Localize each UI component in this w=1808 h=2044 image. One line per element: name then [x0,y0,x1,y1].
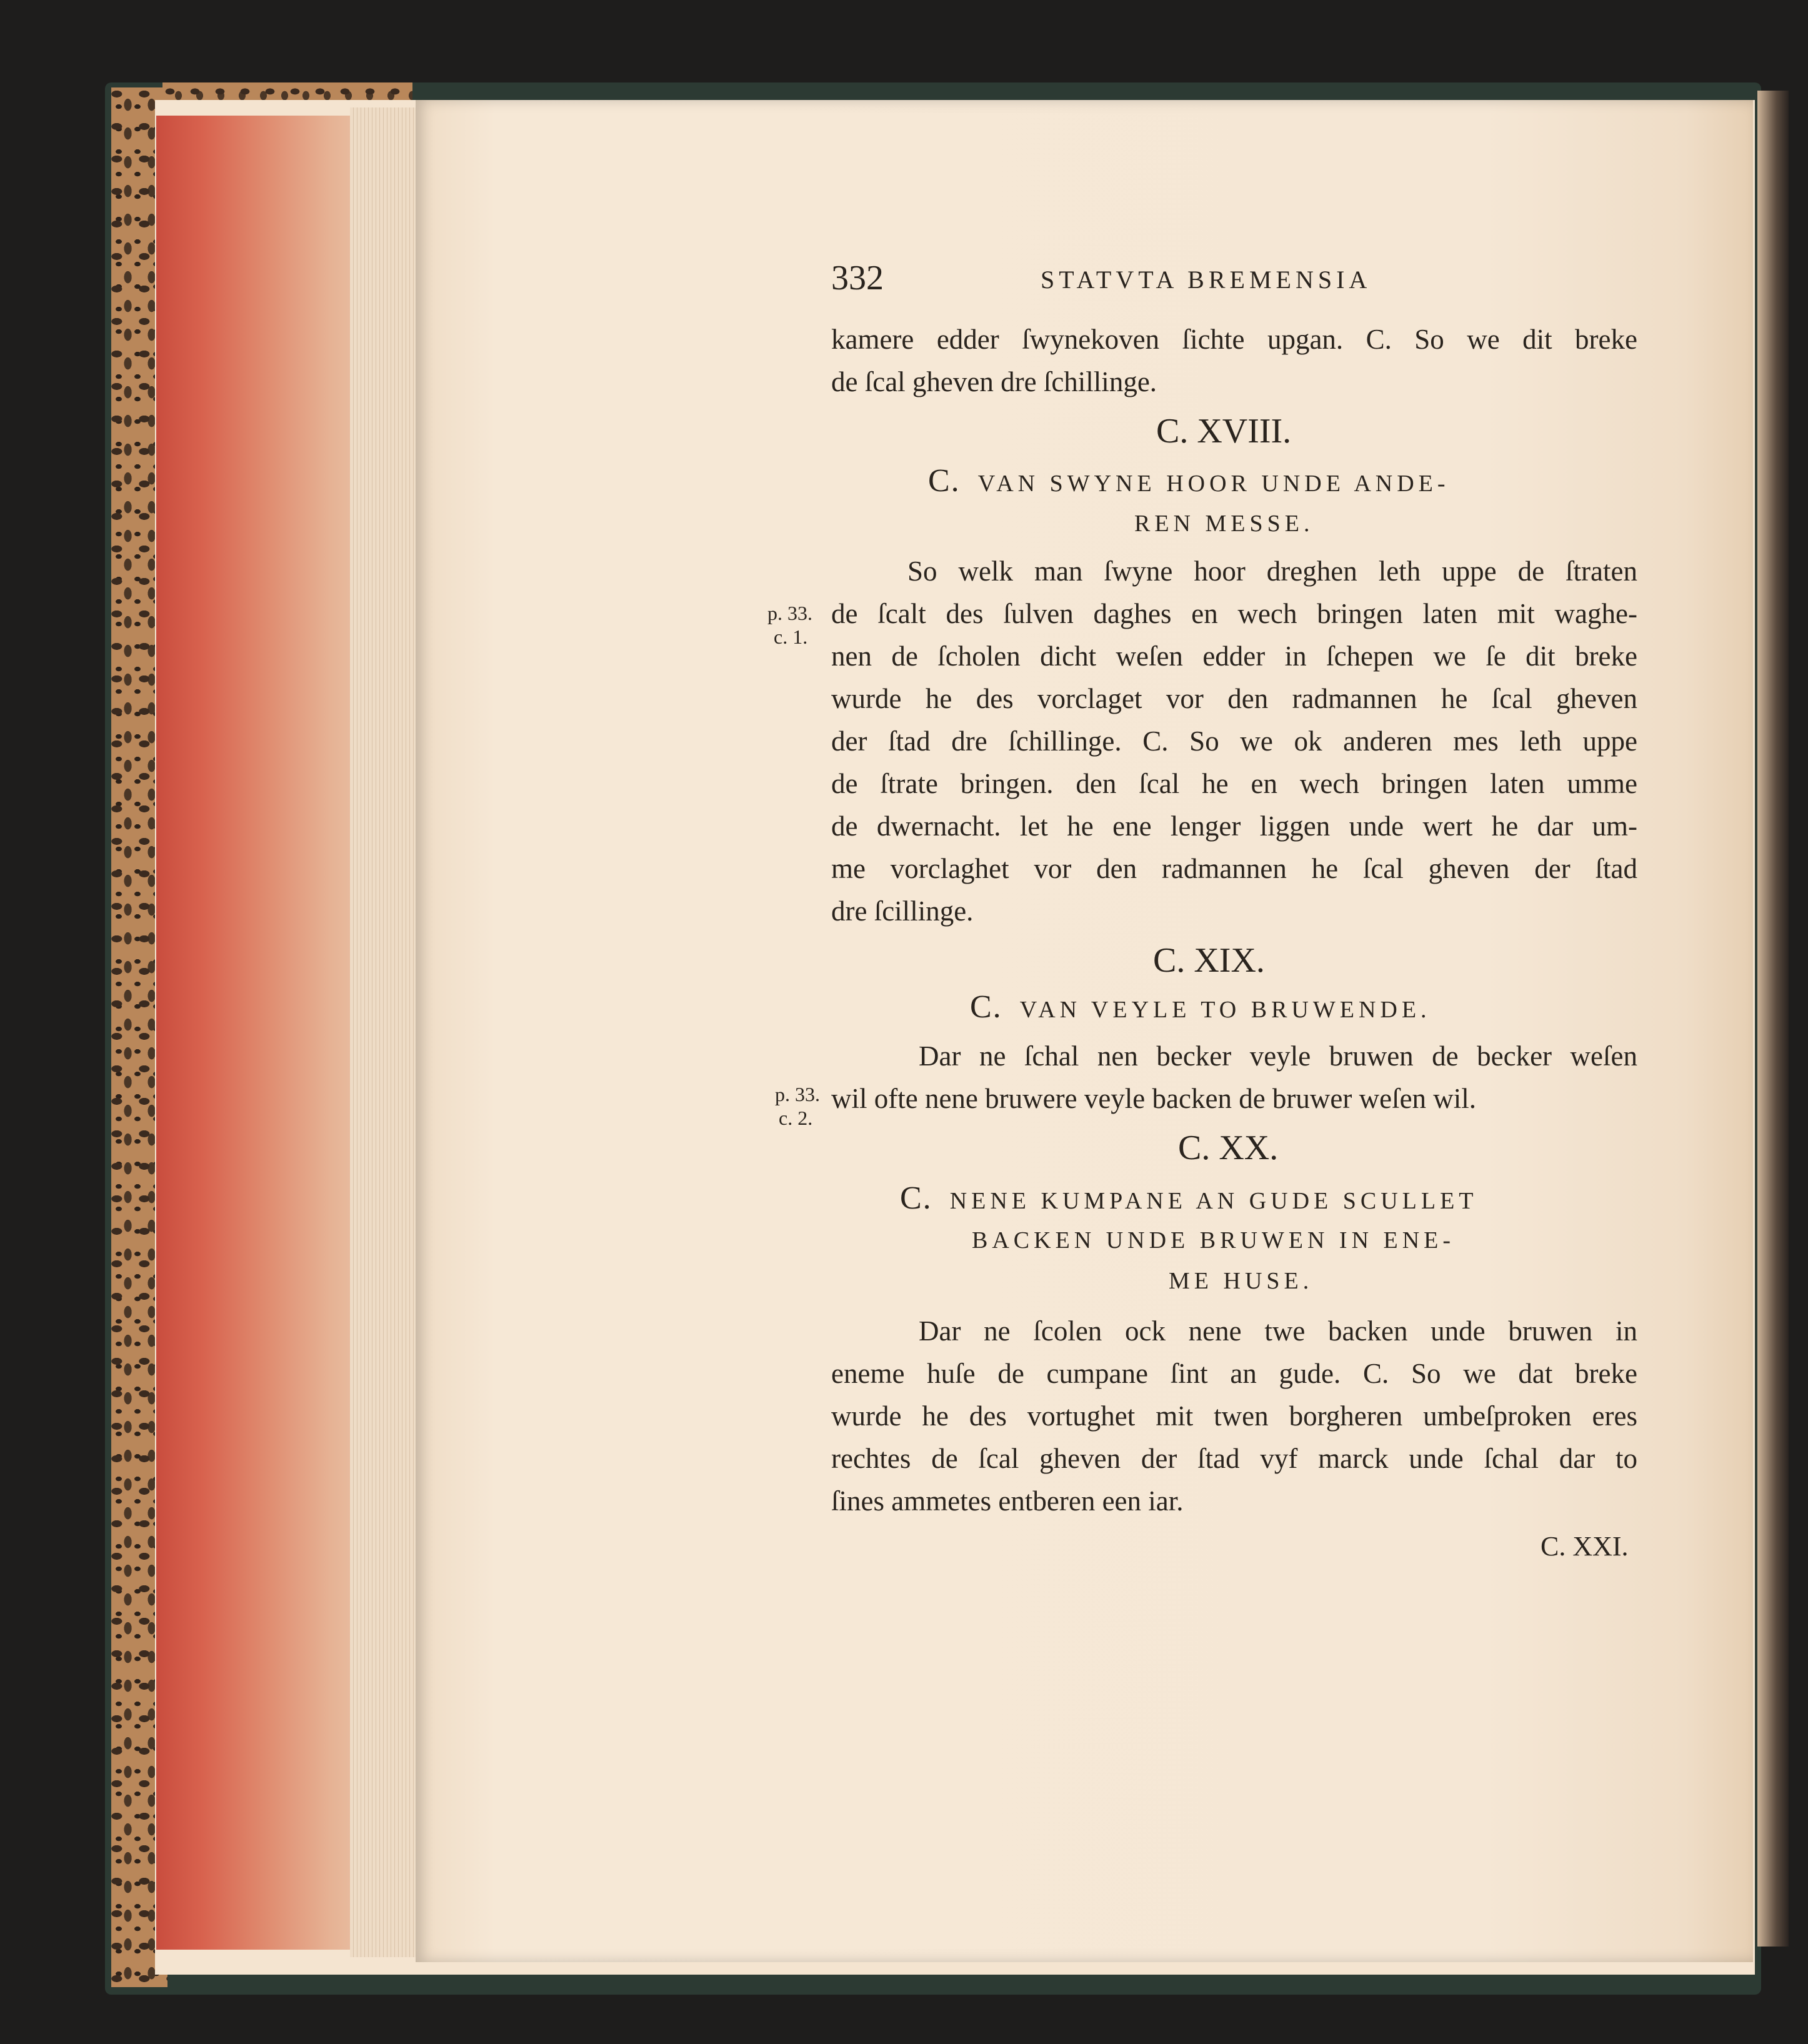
section-rubric [928,462,1450,502]
rubric-line: VAN SWYNE HOOR UNDE ANDE- [977,471,1450,497]
running-title: STATVTA BREMENSIA [1041,266,1372,294]
rubric-line: REN MESSE. [1134,511,1314,537]
section-rubric [900,1180,1478,1220]
margin-note-line: p. 33. [767,602,812,624]
text-line: rechtes de ſcal gheven der ſtad vyf marck unde ſchal dar to [831,1443,1637,1474]
text-line: de dwernacht. let he ene lenger liggen unde wert he dar um- [831,810,1637,842]
page-number: 332 [831,259,884,297]
text-line: wurde he des vortughet mit twen borgheren umbeſproken eres [831,1400,1637,1432]
margin-note-line: c. 1. [774,626,808,648]
text-line: wil ofte nene bruwere veyle backen de bruwer weſen wil. [831,1083,1477,1114]
text-line: ſines ammetes entberen een iar. [831,1485,1184,1517]
chapter-heading: C. XIX. [1153,941,1265,980]
margin-note-line: c. 2. [779,1107,813,1129]
book-gutter [1757,91,1789,1947]
rubric-line: ME HUSE. [1169,1268,1314,1294]
chapter-heading: C. XVIII. [1156,412,1292,451]
chapter-heading: C. XX. [1178,1129,1279,1167]
rubric-line: VAN VEYLE TO BRUWENDE. [1019,997,1431,1023]
text-line: der ſtad dre ſchillinge. C. So we ok anderen mes leth uppe [831,725,1637,757]
rubric-prefix: C. [928,463,961,499]
rubric-prefix: C. [970,989,1002,1025]
text-line: de ſcal gheven dre ſchillinge. [831,366,1157,397]
page-header [831,256,1456,300]
margin-note [767,601,812,649]
margin-note-line: p. 33. [775,1083,820,1105]
text-line: de ſcalt des ſulven daghes en wech bringen laten mit waghe- [831,598,1637,629]
text-line: eneme huſe de cumpane ſint an gude. C. So we dat breke [831,1358,1637,1389]
text-line: me vorclaghet vor den radmannen he ſcal gheven der ſtad [831,853,1637,884]
text-line: dre ſcillinge. [831,895,974,927]
margin-note [775,1082,820,1130]
catchword: C. XXI. [1541,1531,1629,1562]
text-line: nen de ſcholen dicht weſen edder in ſchepen we ſe dit breke [831,641,1637,672]
text-line: Dar ne ſchal nen becker veyle bruwen de becker weſen [919,1040,1637,1072]
section-rubric [970,989,1431,1029]
text-line: kamere edder ſwynekoven ſichte upgan. C. So we dit breke [831,324,1637,355]
text-line: de ſtrate bringen. den ſcal he en wech bringen laten umme [831,768,1637,799]
rubric-prefix: C. [900,1180,932,1216]
text-line: Dar ne ſcolen ock nene twe backen unde bruwen in [919,1315,1637,1347]
rubric-line: NENE KUMPANE AN GUDE SCULLET [949,1188,1478,1214]
text-line: So welk man ſwyne hoor dreghen leth uppe de ſtraten [907,556,1637,587]
rubric-line: BACKEN UNDE BRUWEN IN ENE- [972,1227,1456,1254]
text-line: wurde he des vorclaget vor den radmannen he ſcal gheven [831,683,1637,714]
